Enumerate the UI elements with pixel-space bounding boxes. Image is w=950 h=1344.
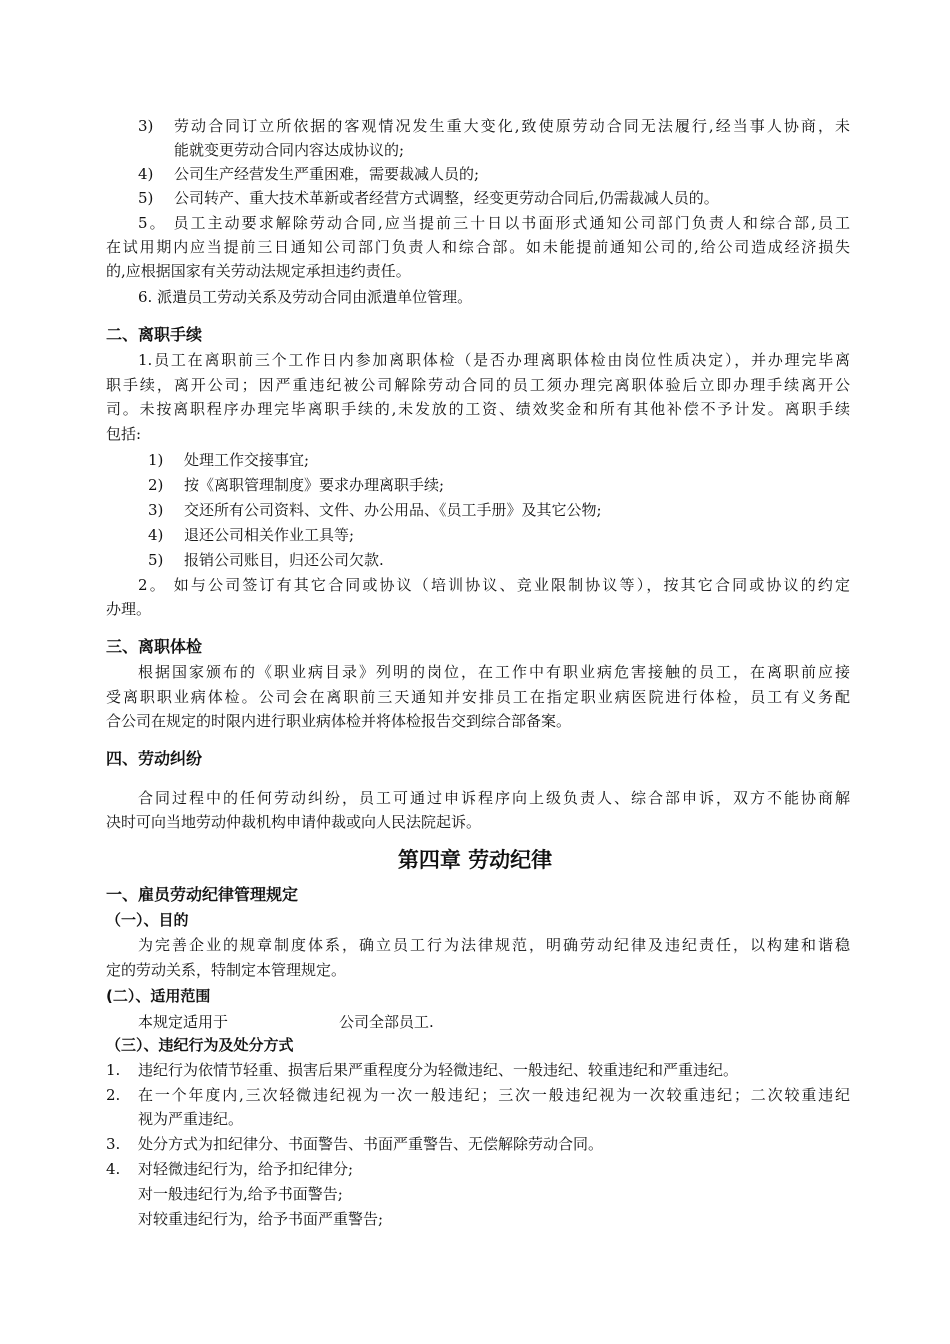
list-item-text: 能就变更劳动合同内容达成协议的; (174, 141, 405, 159)
list-number: 4. (106, 1160, 121, 1178)
paragraph-line: 根据国家颁布的《职业病目录》列明的岗位，在工作中有职业病危害接触的员工，在离职前应接 (138, 663, 850, 681)
paragraph-line: 办理。 (106, 600, 152, 618)
subsection-heading: (二）、适用范围 (106, 987, 211, 1005)
section-heading: 一、雇员劳动纪律管理规定 (106, 885, 299, 904)
list-number: 3. (106, 1135, 121, 1153)
list-item-text: 退还公司相关作业工具等; (184, 526, 355, 544)
list-item-text: 按《离职管理制度》要求办理离职手续; (184, 476, 445, 494)
list-number: 5) (148, 551, 164, 569)
paragraph-line: 为完善企业的规章制度体系，确立员工行为法律规范，明确劳动纪律及违纪责任，以构建和谐稳 (138, 936, 850, 954)
list-number: 2) (148, 476, 164, 494)
paragraph-line: 定的劳动关系，特制定本管理规定。 (106, 961, 347, 979)
list-number: 5) (138, 189, 154, 207)
paragraph-line: 2。 如与公司签订有其它合同或协议（培训协议、竞业限制协议等），按其它合同或协议的约定 (138, 576, 850, 594)
list-item-text: 处分方式为扣纪律分、书面警告、书面严重警告、无偿解除劳动合同。 (138, 1135, 604, 1153)
list-item-text: 公司生产经营发生严重困难，需要裁减人员的; (174, 165, 480, 183)
list-number: 3) (138, 117, 154, 135)
list-item-text: 在一个年度内,三次轻微违纪视为一次一般违纪；三次一般违纪视为一次较重违纪；二次较重违纪 (138, 1086, 850, 1104)
list-item-text: 处理工作交接事宜; (184, 451, 310, 469)
list-number: 4) (148, 526, 164, 544)
list-item-text: 劳动合同订立所依据的客观情况发生重大变化,致使原劳动合同无法履行,经当事人协商，未 (174, 117, 850, 135)
paragraph-line: 本规定适用于 (138, 1013, 229, 1031)
paragraph-line: 合公司在规定的时限内进行职业病体检并将体检报告交到综合部备案。 (106, 712, 572, 730)
list-number: 3) (148, 501, 164, 519)
paragraph-line: 包括: (106, 425, 142, 443)
paragraph-line: 5。 员工主动要求解除劳动合同,应当提前三十日以书面形式通知公司部门负责人和综合部,员工 (138, 214, 850, 232)
paragraph-line: 决时可向当地劳动仲裁机构申请仲裁或向人民法院起诉。 (106, 813, 482, 831)
chapter-title: 第四章 劳动纪律 (397, 848, 553, 872)
paragraph-line: 职手续，离开公司；因严重违纪被公司解除劳动合同的员工须办理完离职体验后立即办理手续离开公 (106, 376, 850, 394)
section-heading: 四、劳动纠纷 (106, 749, 203, 768)
paragraph-line: 的,应根据国家有关劳动法规定承担违约责任。 (106, 262, 411, 280)
list-item-text: 对较重违纪行为，给予书面严重警告; (138, 1210, 384, 1228)
paragraph-line: 公司全部员工. (339, 1013, 434, 1031)
list-item-text: 违纪行为依情节轻重、损害后果严重程度分为轻微违纪、一般违纪、较重违纪和严重违纪。 (138, 1061, 739, 1079)
section-heading: 二、离职手续 (106, 325, 203, 344)
paragraph-line: 在试用期内应当提前三日通知公司部门负责人和综合部。如未能提前通知公司的,给公司造成经济损失 (106, 238, 850, 256)
list-number: 2. (106, 1086, 121, 1104)
paragraph-line: 合同过程中的任何劳动纠纷，员工可通过申诉程序向上级负责人、综合部申诉，双方不能协商解 (138, 789, 850, 807)
paragraph-line: 司。未按离职程序办理完毕离职手续的,未发放的工资、绩效奖金和所有其他补偿不予计发。离职手续 (106, 400, 850, 418)
list-number: 1. (106, 1061, 121, 1079)
list-number: 1) (148, 451, 164, 469)
paragraph-line: 受离职职业病体检。公司会在离职前三天通知并安排员工在指定职业病医院进行体检，员工有义务配 (106, 688, 850, 706)
list-item-text: 对轻微违纪行为，给予扣纪律分; (138, 1160, 354, 1178)
subsection-heading: （一）、目的 (106, 911, 189, 929)
section-heading: 三、离职体检 (106, 637, 203, 656)
subsection-heading: （三）、违纪行为及处分方式 (106, 1036, 294, 1054)
list-number: 4) (138, 165, 154, 183)
list-item-text: 视为严重违纪。 (138, 1110, 244, 1128)
list-item-text: 报销公司账目，归还公司欠款. (184, 551, 384, 569)
list-item-text: 公司转产、重大技术革新或者经营方式调整，经变更劳动合同后,仍需裁减人员的。 (174, 189, 719, 207)
list-item-text: 对一般违纪行为,给予书面警告; (138, 1185, 343, 1203)
list-item-text: 交还所有公司资料、文件、办公用品、《员工手册》及其它公物; (184, 501, 602, 519)
paragraph-line: 1.员工在离职前三个工作日内参加离职体检（是否办理离职体检由岗位性质决定），并办理完毕离 (138, 351, 850, 369)
paragraph-line: 6. 派遣员工劳动关系及劳动合同由派遣单位管理。 (138, 288, 473, 306)
